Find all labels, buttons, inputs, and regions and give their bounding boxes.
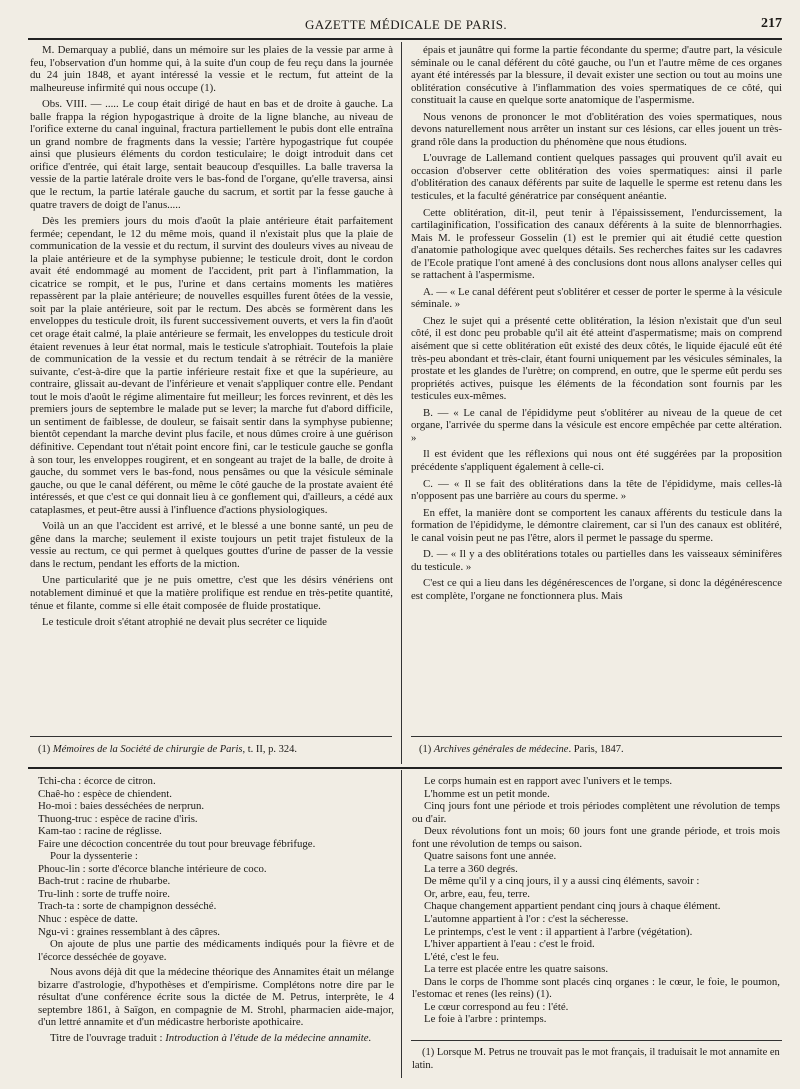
list-item: Phouc-lin : sorte d'écorce blanche intérieure de coco.: [38, 862, 267, 875]
lower-left-column: [38, 775, 394, 1075]
text-line: La terre a 360 degrés.: [424, 862, 518, 875]
paragraph: D. — « Il y a des oblitérations totales ou partielles dans les vaisseaux séminifères du testicule. »: [411, 548, 782, 573]
paragraph: Dès les premiers jours du mois d'août la plaie antérieure était parfaitement fermée; cependant, le 12 du même mois, quand il n'existait plus que la plaie de communication de la vessie et du rectum, il survint des douleurs vives au niveau de la plaie antérieure et de la symphyse pubienne; le testicule droit, dont le cordon avait été endommagé au moment de l'accident, prit part à l'inflammation, la cicatrice se rompit, et le pus, l'urine et dans certains moments les matières repassèrent par la plaie antérieure; de nouvelles esquilles furent ôtées de la vessie, soit par la plaie antérieure, soit par le rectum. Des abcès se formèrent dans les enveloppes du testicule droit, ils furent successivement ouverts, et vers la fin d'août cet orage était calmé, la plaie antérieure se fermait, les enveloppes du testicule droit étaient revenues à leur état normal, mais le testicule s'atrophiait. Toutefois la plaie de communication de la vessie et du rectum tendait à se rétrécir de la manière suivante, c'est-à-dire que la partie inférieure restait fixe et que la supérieure, au contraire, glissait au-devant de l'inférieure et venait s'appliquer contre elle. Pendant tout le mois d'août le régime alimentaire fut meilleur; les forces revinrent, et dès les premiers jours de septembre le malade put se lever; la marche fut d'abord difficile, un sentiment de faiblesse, de douleur, se faisait sentir dans la symphyse pubienne; bientôt cependant la marche devint plus facile, et nous dûmes croire à une guérison définitive. Cependant tout n'était point encore fini, car le testicule gauche se gonfla à son tour, les enveloppes rougirent, et en songeant au trajet de la balle, de droite à gauche, du sommet vers le bas-fond, nous pensâmes ou que la vésicule séminale gauche, ou que le canal déférent, ou même le côté gauche de la prostate avaient été intéressés, et que c'est ce qui donnait lieu à ce gonflement qui, d'ailleurs, a cédé aux cataplasmes, et peut-être aussi à l'influence d'actions physiologiques.: [30, 215, 393, 516]
text-line: Cinq jours font une période et trois périodes complètent une révolution de temps ou d'air.: [412, 800, 780, 825]
page-number: 217: [761, 16, 782, 31]
text-line: Quatre saisons font une année.: [424, 850, 557, 863]
journal-title: GAZETTE MÉDICALE DE PARIS.: [304, 17, 508, 32]
footnote-source: Mémoires de la Société de chirurgie de Paris: [52, 744, 243, 755]
text-line: L'hiver appartient à l'eau : c'est le froid.: [424, 938, 595, 951]
left-column: [30, 44, 393, 730]
footnote-marker: (1): [38, 744, 51, 755]
title-label: Titre de l'ouvrage traduit :: [50, 1031, 163, 1044]
paragraph: Voilà un an que l'accident est arrivé, et le blessé a une bonne santé, un peu de gêne dans la marche; seulement il existe toujours un petit trajet fistuleux de la vessie au rectum, ce qui permet à quelques gouttes d'urine de passer de la vessie dans le rectum, pendant les efforts de la miction.: [30, 520, 393, 570]
list-item: Trach-ta : sorte de champignon desséché.: [38, 900, 217, 913]
footnote-ref: . Paris, 1847.: [568, 744, 624, 755]
text-line: Le corps humain est en rapport avec l'univers et le temps.: [424, 775, 673, 787]
paragraph: Obs. VIII. — ..... Le coup était dirigé de haut en bas et de droite à gauche. La balle frappa la région hypogastrique à droite de la ligne blanche, au niveau de l'orifice externe du canal inguinal, fractura partiellement le pubis dont elle entraîna un grand nombre de fragments dans la vessie; l'artère hypogastrique fut coupée ainsi que plusieurs éléments du cordon testiculaire; le doigt introduit dans cet orifice d'entrée, qui était large, sentait beaucoup d'esquilles. La balle traversa la vessie de la partie latérale droite vers le bas-fond de l'organe, qu'elle traversa, ainsi que le rectum, la partie latérale gauche du sacrum, et sortit par la fesse gauche à quatre travers de doigt de l'anus.....: [30, 98, 393, 211]
list-note: On ajoute de plus une partie des médicaments indiqués pour la fièvre et de l'écorce desséchée de goyave.: [38, 938, 394, 963]
column-divider: [401, 770, 402, 1078]
footnote-right: [419, 743, 779, 756]
paragraph: M. Demarquay a publié, dans un mémoire sur les plaies de la vessie par arme à feu, l'observation d'un homme qui, à la suite d'un coup de feu reçu dans la journée du 24 juin 1848, et ayant intéressé la vessie et le rectum, fut atteint de la malheureuse infirmité qui nous occupe (1).: [30, 44, 393, 94]
paragraph: Une particularité que je ne puis omettre, c'est que les désirs vénériens ont notablement diminué et que la matière prolifique est rendue en très-petite quantité, ténue et filante, comme si elle était composée de fluide prostatique.: [30, 574, 393, 612]
footnote-ref: , t. II, p. 324.: [242, 744, 298, 755]
list-item: Nhuc : espèce de datte.: [38, 913, 138, 926]
footnote-rule: [30, 736, 392, 737]
paragraph: Nous venons de prononcer le mot d'oblitération des voies spermatiques, nous devons naturellement nous arrêter un instant sur ces lésions, car elles jouent un très-grand rôle dans la production du phénomène que nous étudions.: [411, 110, 782, 148]
paragraph: Chez le sujet qui a présenté cette oblitération, la lésion n'existait que d'un seul côté, il est donc peu probable qu'il ait été atteint d'aspermatisme; mais on comprend aisément que si cette oblitération eût existé des deux côtés, le liquide éjaculé eût été très-peu abondant et très-clair, étant fourni uniquement par les vésicules séminales, la prostate et les glandes de l'urètre; on comprend, en outre, que le sperme eût perdu ses propriétés actives, puisque les éléments de la fécondation sont fournis par les testicules eux-mêmes.: [411, 314, 782, 403]
list-item: Bach-trut : racine de rhubarbe.: [38, 875, 171, 888]
list-item: Tru-linh : sorte de truffe noire.: [38, 887, 170, 900]
text-line: Deux révolutions font un mois; 60 jours font une grande période, et trois mois font une révolution de temps ou saison.: [412, 825, 780, 850]
section-rule: [28, 767, 782, 769]
text-line: Dans le corps de l'homme sont placés cinq organes : le cœur, le foie, le poumon, l'estomac et renes (les reins) (1).: [412, 975, 780, 1001]
list-item: Chaê-ho : espèce de chiendent.: [38, 787, 173, 800]
text-line: Le foie à l'arbre : printemps.: [424, 1013, 547, 1026]
paragraph: A. — « Le canal déférent peut s'oblitérer et cesser de porter le sperme à la vésicule séminale. »: [411, 285, 782, 311]
paragraph: Il est évident que les réflexions qui nous ont été suggérées par la proposition précédente s'appliquent également à celle-ci.: [411, 448, 782, 473]
paragraph: C. — « Il se fait des oblitérations dans la tête de l'épididyme, mais celles-là n'opposent pas une barrière au cours du sperme. »: [411, 477, 782, 503]
title-text: Introduction à l'étude de la médecine annamite.: [165, 1031, 372, 1044]
paragraph: C'est ce qui a lieu dans les dégénérescences de l'organe, si donc la dégénérescence est complète, l'organe ne fonctionnera plus. Mais: [411, 577, 782, 602]
footnote-text: (1) Lorsque M. Petrus ne trouvait pas le mot français, il traduisait le mot annamite en latin.: [412, 1047, 780, 1071]
paragraph: Nous avons déjà dit que la médecine théorique des Annamites était un mélange bizarre d'astrologie, d'hypothèses et d'empirisme. Complétons notre dire par le résultat d'une conférence écrite sous la dictée de M. Petrus, interprète, le 4 septembre 1861, à Saïgon, en compagnie de M. Strohl, pharmacien aide-major, d'un lettré annamite et d'un médicastre herboriste apothicaire.: [38, 966, 394, 1029]
paragraph: épais et jaunâtre qui forme la partie fécondante du sperme; d'autre part, la vésicule séminale ou le canal déférent du côté gauche, ou l'un et l'autre même de ces organes ayant été intéressés par la blessure, il devait exister une section ou tout au moins une oblitération consécutive à l'inflammation des voies spermatiques de ce côté, qui constituait la cause en quelque sorte anatomique de l'aspermisme.: [411, 44, 782, 107]
text-line: De même qu'il y a cinq jours, il y a aussi cinq éléments, savoir :: [424, 875, 700, 888]
footnote-marker: (1): [419, 744, 432, 755]
list-item: Faire une décoction concentrée du tout pour breuvage fébrifuge.: [38, 837, 316, 850]
text-line: Le printemps, c'est le vent : il appartient à l'arbre (végétation).: [424, 925, 693, 938]
text-line: L'été, c'est le feu.: [424, 950, 499, 963]
paragraph: B. — « Le canal de l'épididyme peut s'oblitérer au niveau de la queue de cet organe, l'arrivée du sperme dans la vésicule est encore empêchée par cette altération. »: [411, 406, 782, 444]
paragraph: Le testicule droit s'étant atrophié ne devait plus secréter ce liquide: [42, 616, 327, 629]
text-line: Or, arbre, eau, feu, terre.: [424, 887, 530, 900]
footnote-lower: [412, 1046, 780, 1072]
list-item: Thuong-truc : espèce de racine d'iris.: [38, 812, 198, 825]
list-item: Tchi-cha : écorce de citron.: [38, 775, 156, 787]
header-rule: [28, 38, 782, 40]
running-header: [30, 14, 782, 36]
list-item: Ho-moi : baies desséchées de nerprun.: [38, 800, 205, 813]
list-heading: Pour la dyssenterie :: [50, 850, 138, 863]
list-item: Kam-tao : racine de réglisse.: [38, 825, 162, 838]
text-line: L'homme est un petit monde.: [424, 787, 550, 800]
text-line: Le cœur correspond au feu : l'été.: [424, 1000, 569, 1013]
text-line: L'automne appartient à l'or : c'est la sécheresse.: [424, 913, 629, 926]
text-line: La terre est placée entre les quatre saisons.: [424, 963, 609, 976]
footnote-rule: [411, 1040, 782, 1041]
lower-right-column: [412, 775, 780, 1037]
text-line: Chaque changement appartient pendant cinq jours à chaque élément.: [424, 900, 721, 913]
footnote-left: [38, 743, 392, 756]
right-column: [411, 44, 782, 730]
list-item: Ngu-vi : graines ressemblant à des câpres.: [38, 925, 220, 938]
paragraph: Cette oblitération, dit-il, peut tenir à l'épaississement, l'endurcissement, la cartilaginification, l'ossification des canaux déférents à la suite de blennorrhagies. Mais M. le professeur Gosselin (1) est le premier qui ait étudié cette question d'anatomie pathologique avec quelques détails. Ses recherches faites sur les cadavres de l'Ecole pratique l'ont amené à des conclusions dont nous allons analyser celles qui se rattachent à l'aspermisme.: [411, 206, 782, 282]
footnote-rule: [411, 736, 782, 737]
paragraph: En effet, la manière dont se comportent les canaux afférents du testicule dans la formation de l'épididyme, le démontre clairement, car si l'un des canaux est oblitéré, le canal voisin peut ne pas l'être, alors il permet le passage du sperme.: [411, 506, 782, 544]
footnote-source: Archives générales de médecine: [433, 744, 569, 755]
translated-title: [38, 1032, 394, 1045]
paragraph: L'ouvrage de Lallemand contient quelques passages qui prouvent qu'il avait eu occasion d'observer cette oblitération des voies spermatiques: ainsi il parle d'oblitération des canaux déférents par suite de laquelle le sperme est retenu dans les testicules, et la faculté génératrice par conséquent anéantie.: [411, 152, 782, 203]
column-divider: [401, 42, 402, 764]
